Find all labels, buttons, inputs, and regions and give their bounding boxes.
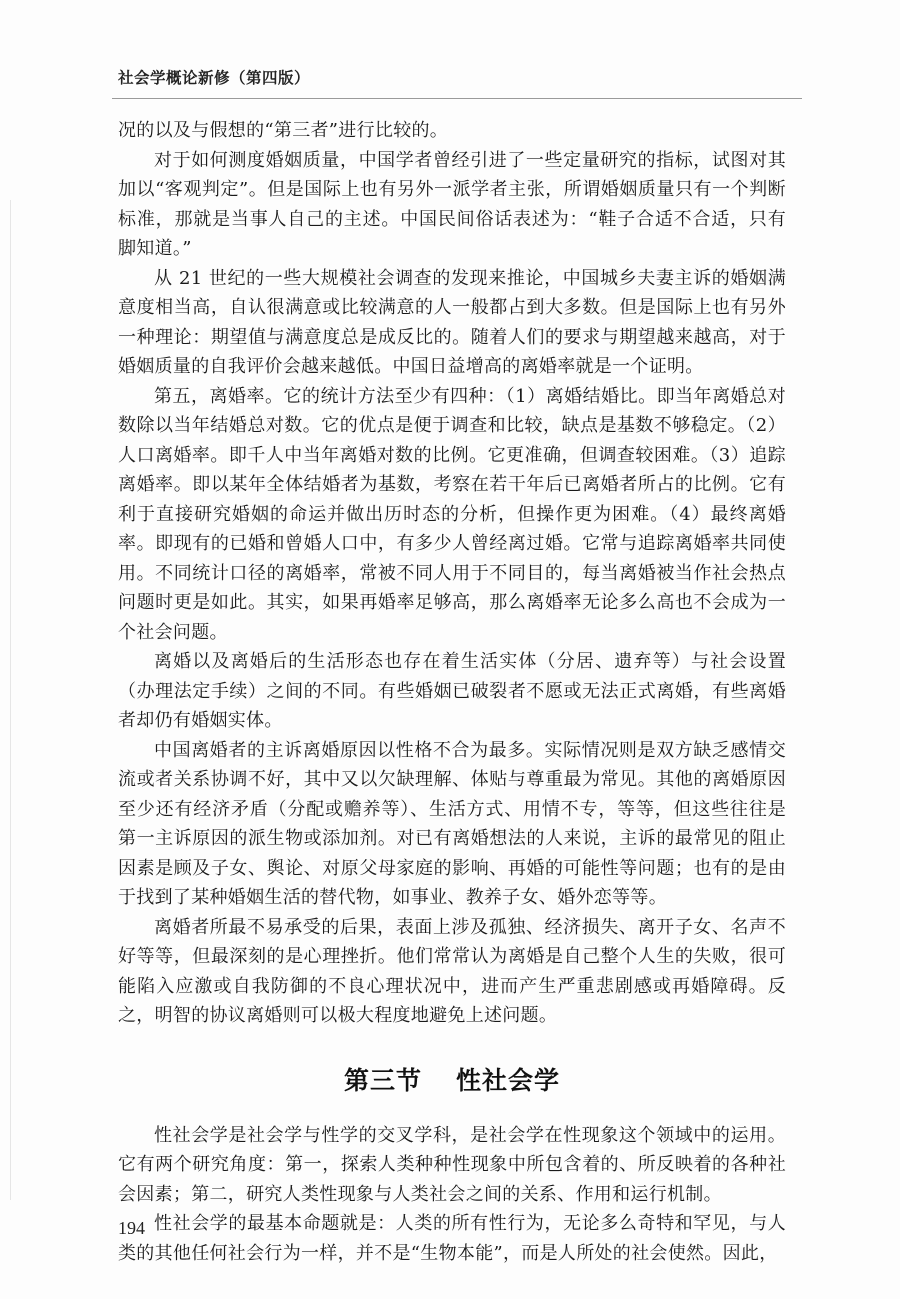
header-rule (112, 98, 802, 99)
running-header: 社会学概论新修（第四版） (118, 69, 311, 87)
paragraph-divorce-reasons: 中国离婚者的主诉离婚原因以性格不合为最多。实际情况则是双方缺乏感情交流或者关系协调不好，其中又以欠缺理解、体贴与尊重最为常见。其他的离婚原因至少还有经济矛盾（分配或赡养等）、生活方式、用情不专，等等，但这些往往是第一主诉原因的派生物或添加剂。对已有离婚想法的人来说，主诉的最常见的阻止因素是顾及子女、舆论、对原父母家庭的影响、再婚的可能性等问题；也有的是由于找到了某种婚姻生活的替代物，如事业、教养子女、婚外恋等等。 (118, 739, 786, 908)
section-title: 性社会学 (456, 1065, 561, 1095)
section-number: 第三节 (343, 1065, 422, 1095)
paragraph-divorce-rate: 第五，离婚率。它的统计方法至少有四种：（1）离婚结婚比。即当年离婚总对数除以当年结婚总对数。它的优点是便于调查和比较，缺点是基数不够稳定。（2）人口离婚率。即千人中当年离婚对数的比例。它更准确，但调查较困难。（3）追踪离婚率。即以某年全体结婚者为基数，考察在若干年后已离婚者所占的比例。它有利于直接研究婚姻的命运并做出历时态的分析，但操作更为困难。（4）最终离婚率。即现有的已婚和曾婚人口中，有多少人曾经离过婚。它常与追踪离婚率共同使用。不同统计口径的离婚率，常被不同人用于不同目的，每当离婚被当作社会热点问题时更是如此。其实，如果再婚率足够高，那么离婚率无论多么高也不会成为一个社会问题。 (118, 385, 786, 643)
page-number: 194 (118, 1218, 145, 1238)
body-text (118, 116, 786, 1268)
paragraph-continued: 况的以及与假想的“第三者”进行比较的。 (118, 120, 449, 141)
paragraph-sex-sociology-proposition: 性社会学的最基本命题就是：人类的所有性行为，无论多么奇特和罕见，与人类的其他任何社会行为一样，并不是“生物本能”，而是人所处的社会使然。因此， (118, 1213, 786, 1264)
paragraph-satisfaction: 从 21 世纪的一些大规模社会调查的发现来推论，中国城乡夫妻主诉的婚姻满意度相当高，自认很满意或比较满意的人一般都占到大多数。但是国际上也有另外一种理论：期望值与满意度总是成反比的。随着人们的要求与期望越来越高，对于婚姻质量的自我评价会越来越低。中国日益增高的离婚率就是一个证明。 (118, 267, 786, 377)
paragraph-marriage-quality: 对于如何测度婚姻质量，中国学者曾经引进了一些定量研究的指标，试图对其加以“客观判定”。但是国际上也有另外一派学者主张，所谓婚姻质量只有一个判断标准，那就是当事人自己的主述。中国民间俗话表述为：“鞋子合适不合适，只有脚知道。” (118, 149, 786, 259)
scan-edge-shadow (10, 200, 11, 1200)
paragraph-sex-sociology-definition: 性社会学是社会学与性学的交叉学科，是社会学在性现象这个领域中的运用。它有两个研究角度：第一，探索人类种种性现象中所包含着的、所反映着的各种社会因素；第二，研究人类性现象与人类社会之间的关系、作用和运行机制。 (118, 1124, 786, 1205)
paragraph-divorce-forms: 离婚以及离婚后的生活形态也存在着生活实体（分居、遗弃等）与社会设置（办理法定手续）之间的不同。有些婚姻已破裂者不愿或无法正式离婚，有些离婚者却仍有婚姻实体。 (118, 651, 786, 731)
section-heading (118, 1061, 786, 1097)
paragraph-divorce-consequences: 离婚者所最不易承受的后果，表面上涉及孤独、经济损失、离开子女、名声不好等等，但最深刻的是心理挫折。他们常常认为离婚是自己整个人生的失败，很可能陷入应激或自我防御的不良心理状况中，进而产生严重悲剧感或再婚障碍。反之，明智的协议离婚则可以极大程度地避免上述问题。 (118, 916, 786, 1026)
